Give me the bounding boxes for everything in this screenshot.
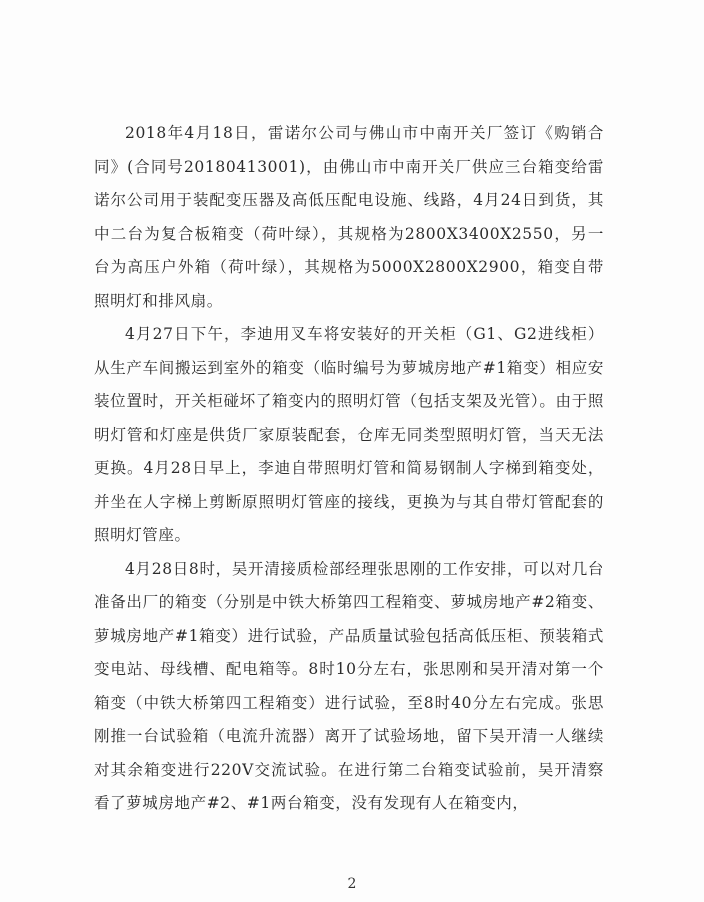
body-text bbox=[94, 117, 604, 821]
paragraph-april-27: 4月27日下午，李迪用叉车将安装好的开关柜（G1、G2进线柜）从生产车间搬运到室外的箱变（临时编号为萝城房地产#1箱变）相应安装位置时，开关柜碰坏了箱变内的照明灯管（包括支架及光管）。由于照明灯管和灯座是供货厂家原装配套，仓库无同类型照明灯管，当天无法更换。4月28日早上，李迪自带照明灯管和简易钢制人字梯到箱变处，并坐在人字梯上剪断原照明灯管座的接线，更换为与其自带灯管配套的照明灯管座。 bbox=[94, 325, 604, 544]
paragraph-april-28: 4月28日8时，吴开清接质检部经理张思刚的工作安排，可以对几台准备出厂的箱变（分别是中铁大桥第四工程箱变、萝城房地产#2箱变、萝城房地产#1箱变）进行试验，产品质量试验包括高低压柜、预装箱式变电站、母线槽、配电箱等。8时10分左右，张思刚和吴开清对第一个箱变（中铁大桥第四工程箱变）进行试验，至8时40分左右完成。张思刚推一台试验箱（电流升流器）离开了试验场地，留下吴开清一人继续对其余箱变进行220V交流试验。在进行第二台箱变试验前，吴开清察看了萝城房地产#2、#1两台箱变，没有发现有人在箱变内， bbox=[94, 559, 604, 812]
page-number: 2 bbox=[347, 876, 357, 892]
paragraph-contract: 2018年4月18日，雷诺尔公司与佛山市中南开关厂签订《购销合同》(合同号20180413001)，由佛山市中南开关厂供应三台箱变给雷诺尔公司用于装配变压器及高低压配电设施、线路，4月24日到货，其中二台为复合板箱变（荷叶绿），其规格为2800X3400X2550，另一台为高压户外箱（荷叶绿），其规格为5000X2800X2900，箱变自带照明灯和排风扇。 bbox=[94, 124, 604, 310]
